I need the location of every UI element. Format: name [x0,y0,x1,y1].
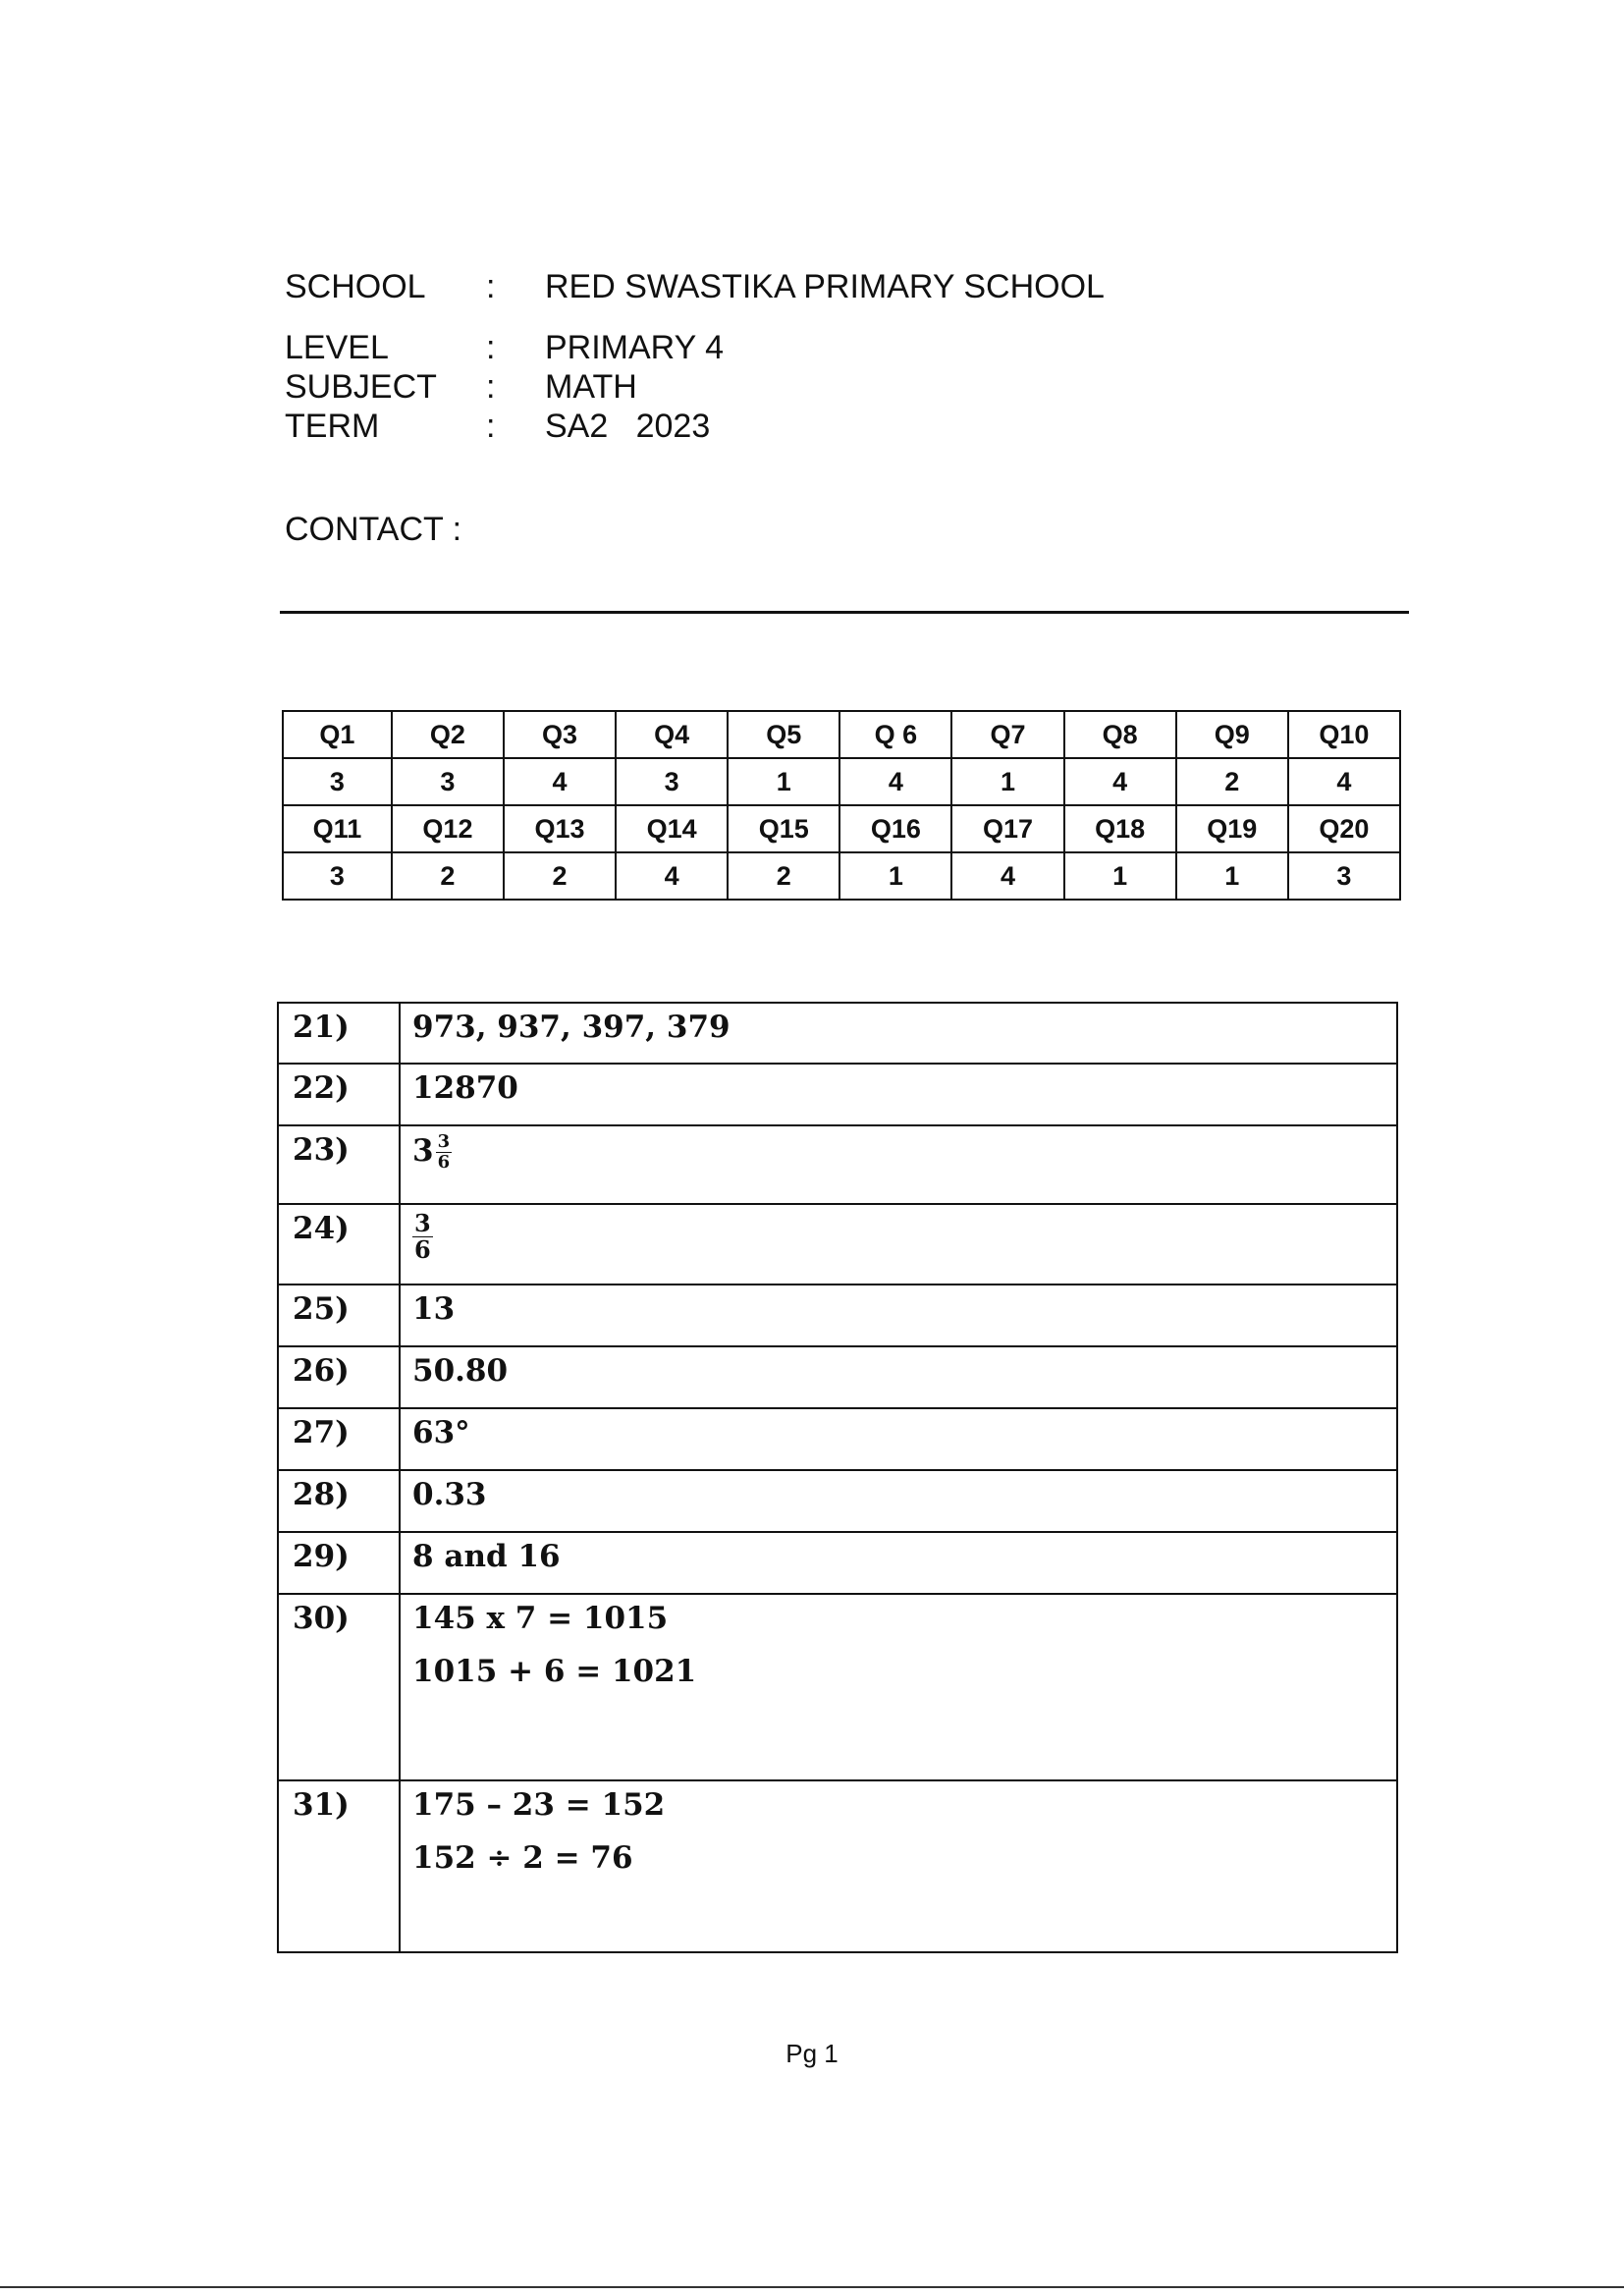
question-number: 22) [278,1064,400,1125]
bottom-divider [0,2286,1624,2288]
question-number: 26) [278,1346,400,1408]
mcq-answer: 4 [504,758,616,805]
mcq-answer: 4 [951,852,1063,900]
mcq-answer: 4 [1064,758,1176,805]
school-value: RED SWASTIKA PRIMARY SCHOOL [545,268,1105,305]
answer-working [400,1594,1397,1780]
fraction [412,1211,433,1264]
mcq-answer: 1 [728,758,839,805]
question-number: 28) [278,1470,400,1532]
mcq-question: Q5 [728,711,839,758]
mcq-answer: 1 [1176,852,1288,900]
subject-value: MATH [545,368,637,407]
mcq-question: Q10 [1288,711,1400,758]
mcq-question: Q 6 [839,711,951,758]
mcq-question: Q20 [1288,805,1400,852]
denominator: 6 [414,1235,431,1265]
whole-part: 3 [412,1132,434,1169]
question-number: 23) [278,1125,400,1204]
mcq-answer: 1 [839,852,951,900]
mcq-answer: 2 [1176,758,1288,805]
mcq-question: Q15 [728,805,839,852]
school-label: SCHOOL [285,268,426,305]
school-row [285,267,1105,306]
denominator: 6 [437,1151,451,1173]
working-line: 175 – 23 = 152 [412,1787,666,1823]
question-number: 24) [278,1204,400,1285]
answer-row [278,1204,1397,1285]
answer-row [278,1780,1397,1952]
numerator: 3 [414,1209,431,1237]
answer-mixed-number [400,1125,1397,1204]
colon: : [486,368,496,407]
mcq-question: Q2 [392,711,504,758]
answer-row [278,1532,1397,1594]
answer-text: 50.80 [400,1346,1397,1408]
mcq-question: Q13 [504,805,616,852]
question-number: 25) [278,1285,400,1346]
mcq-question-row-2 [283,805,1400,852]
mcq-answer: 2 [504,852,616,900]
answer-row [278,1470,1397,1532]
question-number: 27) [278,1408,400,1470]
mcq-question: Q11 [283,805,392,852]
mcq-answer: 2 [392,852,504,900]
working-line: 152 ÷ 2 = 76 [412,1840,633,1876]
working-line: 1015 + 6 = 1021 [412,1654,697,1689]
colon: : [486,268,496,305]
colon: : [486,329,496,367]
mcq-question: Q18 [1064,805,1176,852]
question-number: 31) [278,1780,400,1952]
mcq-question: Q3 [504,711,616,758]
mcq-question-row-1 [283,711,1400,758]
page-number: Pg 1 [785,2039,839,2068]
mcq-question: Q8 [1064,711,1176,758]
contact-label: CONTACT : [285,511,462,548]
answer-working [400,1780,1397,1952]
header-divider [280,611,1409,614]
mcq-question: Q16 [839,805,951,852]
level-row [285,328,1105,367]
mcq-answer: 2 [728,852,839,900]
mcq-answer-table [282,710,1401,901]
mcq-answer-row-1 [283,758,1400,805]
mcq-answer: 3 [1288,852,1400,900]
answer-fraction [400,1204,1397,1285]
mcq-answer: 3 [392,758,504,805]
level-label: LEVEL [285,329,389,367]
mcq-answer: 3 [616,758,728,805]
mcq-question: Q19 [1176,805,1288,852]
mcq-question: Q4 [616,711,728,758]
term-value: SA2 2023 [545,408,711,446]
answer-row [278,1285,1397,1346]
mcq-answer: 3 [283,852,392,900]
level-value: PRIMARY 4 [545,329,725,367]
fraction [436,1132,453,1173]
mcq-question: Q12 [392,805,504,852]
answer-text: 13 [400,1285,1397,1346]
answer-text: 973, 937, 397, 379 [400,1003,1397,1064]
mcq-answer: 3 [283,758,392,805]
working-line: 145 x 7 = 1015 [412,1601,669,1636]
mcq-question: Q14 [616,805,728,852]
mcq-question: Q17 [951,805,1063,852]
subject-row [285,367,1105,407]
mcq-answer-row-2 [283,852,1400,900]
mcq-question: Q1 [283,711,392,758]
question-number: 21) [278,1003,400,1064]
mcq-answer: 1 [1064,852,1176,900]
answer-row [278,1594,1397,1780]
question-number: 30) [278,1594,400,1780]
mcq-answer: 4 [839,758,951,805]
mcq-answer: 1 [951,758,1063,805]
answer-row [278,1003,1397,1064]
answer-row [278,1125,1397,1204]
question-number: 29) [278,1532,400,1594]
answer-text: 12870 [400,1064,1397,1125]
document-header [285,267,1105,446]
mcq-question: Q9 [1176,711,1288,758]
numerator: 3 [437,1131,451,1152]
subject-label: SUBJECT [285,368,437,407]
term-row [285,407,1105,446]
answer-text: 8 and 16 [400,1532,1397,1594]
answer-text: 63° [400,1408,1397,1470]
open-ended-answer-table [277,1002,1398,1953]
term-label: TERM [285,408,380,446]
answer-text: 0.33 [400,1470,1397,1532]
answer-row [278,1346,1397,1408]
mcq-answer: 4 [616,852,728,900]
colon: : [486,408,496,446]
mcq-answer: 4 [1288,758,1400,805]
answer-row [278,1064,1397,1125]
mcq-question: Q7 [951,711,1063,758]
answer-row [278,1408,1397,1470]
